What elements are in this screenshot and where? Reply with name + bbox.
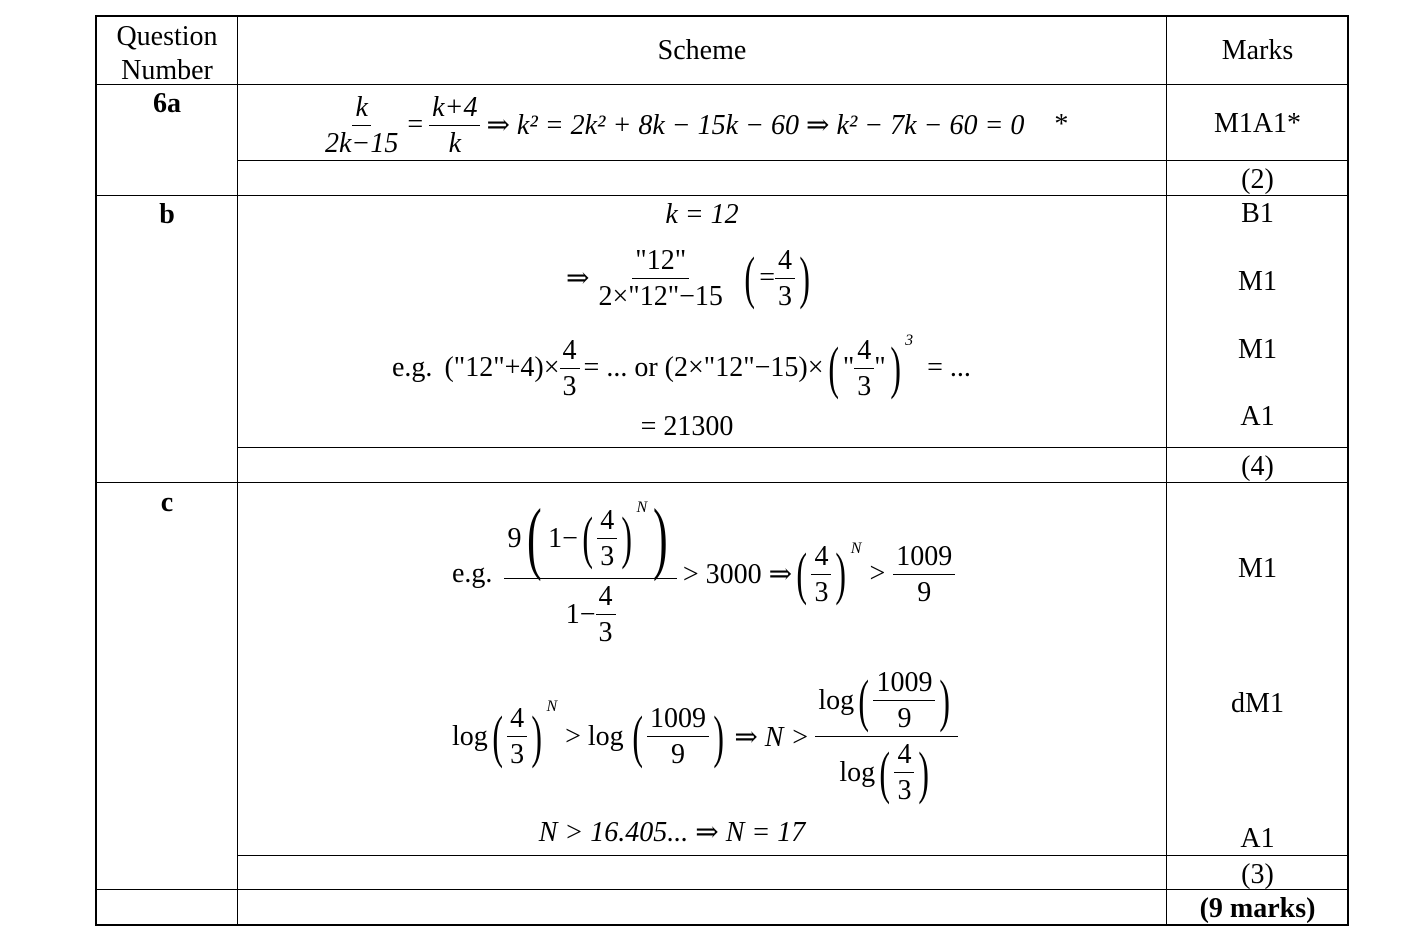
fraction: $\frac{4}{3}$ [560,333,580,404]
fraction: $\frac{4}{3}$ [894,737,914,808]
q6b-end-divider [95,482,1349,483]
fraction: $\frac{4}{3}$ [854,333,874,404]
bracketed-value: ( 1− ( $\frac{4}{3}$ ) $^N$ ) [527,494,668,582]
q6c-line2: log ( $\frac{4}{3}$ ) $^N$ > log ( $\frac{1009}{9}$ ) ⇒ N > log ( $\frac{1009}{9}$ ) log ( $\frac{4}{3}$ ) [452,664,958,809]
q6b-label: b [159,199,175,230]
q6b-mark-3: M1 [1238,334,1277,365]
q6b-mark-1: B1 [1241,198,1274,229]
fraction: $\frac{1009}{9}$ [893,539,955,610]
fraction: $\frac{k}{2k-15}$ [325,91,399,159]
q6a-end-divider [95,195,1349,196]
q6b-line4: = 21300 [640,411,734,442]
total-marks: (9 marks) [1199,893,1316,924]
q6c-subtotal-divider [237,855,1349,856]
fraction: $\frac{k+4}{k}$ [429,90,480,161]
fraction: 9 ( 1− ( $\frac{4}{3}$ ) $^N$ ) 1− $\frac{4}{3}$ [504,498,676,650]
q6a-working: $\frac{k}{2k-15}$ = $\frac{k+4}{k}$ ⇒ k² = 2k² + 8k − 15k − 60 ⇒ k² − 7k − 60 = 0 * [322,92,1068,158]
q6a-subtotal: (2) [1241,164,1274,195]
fraction: log ( $\frac{1009}{9}$ ) log ( $\frac{4}{3}$ ) [815,665,957,808]
q6b-line3: e.g. ("12"+4)× $\frac{4}{3}$ = ... or (2×"12"−15)× ( " $\frac{4}{3}$ " ) $^3$ = ... [392,332,971,402]
q6c-subtotal: (3) [1241,859,1274,890]
q6b-mark-4: A1 [1240,401,1275,432]
q6c-line1: e.g. 9 ( 1− ( $\frac{4}{3}$ ) $^N$ ) 1− $\frac{4}{3}$ > 3000 ⇒ ( $\frac{4}{3}$ ) $^N$ > $\frac{1009}{9}$ [452,490,955,658]
bracketed-value: ( " $\frac{4}{3}$ " ) [827,334,901,402]
q6a-mark: M1A1* [1213,108,1302,139]
fraction: $\frac{4}{3}$ [596,579,616,650]
q6b-line1: k = 12 [665,199,739,230]
fraction: $\frac{1009}{9}$ [873,665,935,736]
q6a-subtotal-divider [237,160,1349,161]
q6c-label: c [160,487,174,518]
q6c-line3: N > 16.405... ⇒ N = 17 [538,817,806,848]
bracketed-value: ( $\frac{4}{3}$ ) [796,540,847,608]
q6c-mark-1: M1 [1238,553,1277,584]
fraction: $\frac{1009}{9}$ [647,701,709,772]
fraction: $\frac{4}{3}$ [597,503,617,574]
bracketed-value: ( $\frac{1009}{9}$ ) [632,703,724,770]
header-question-number: Question Number [116,21,218,86]
q6b-line2: ⇒ $\frac{"12"}{2\times"12"-15}$ ( = $\frac{4}{3}$ ) [566,240,814,316]
q6b-subtotal-divider [237,447,1349,448]
fraction: $\frac{"12"}{2\times"12"-15}$ [598,244,723,312]
fraction: $\frac{4}{3}$ [775,243,795,314]
header-marks: Marks [1221,35,1294,66]
header-divider [95,84,1349,85]
fraction: $\frac{4}{3}$ [507,701,527,772]
bracketed-value: ( = $\frac{4}{3}$ ) [744,244,811,312]
header-scheme: Scheme [657,35,747,66]
column-divider-1 [237,15,238,926]
fraction: $\frac{4}{3}$ [811,539,831,610]
bracketed-value: ( $\frac{4}{3}$ ) [492,703,543,770]
q6b-mark-2: M1 [1238,266,1277,297]
q6c-mark-3: A1 [1240,823,1275,854]
q6b-subtotal: (4) [1241,451,1274,482]
q6c-end-divider [95,889,1349,890]
q6c-mark-2: dM1 [1231,688,1284,719]
q6a-label: 6a [153,88,181,119]
